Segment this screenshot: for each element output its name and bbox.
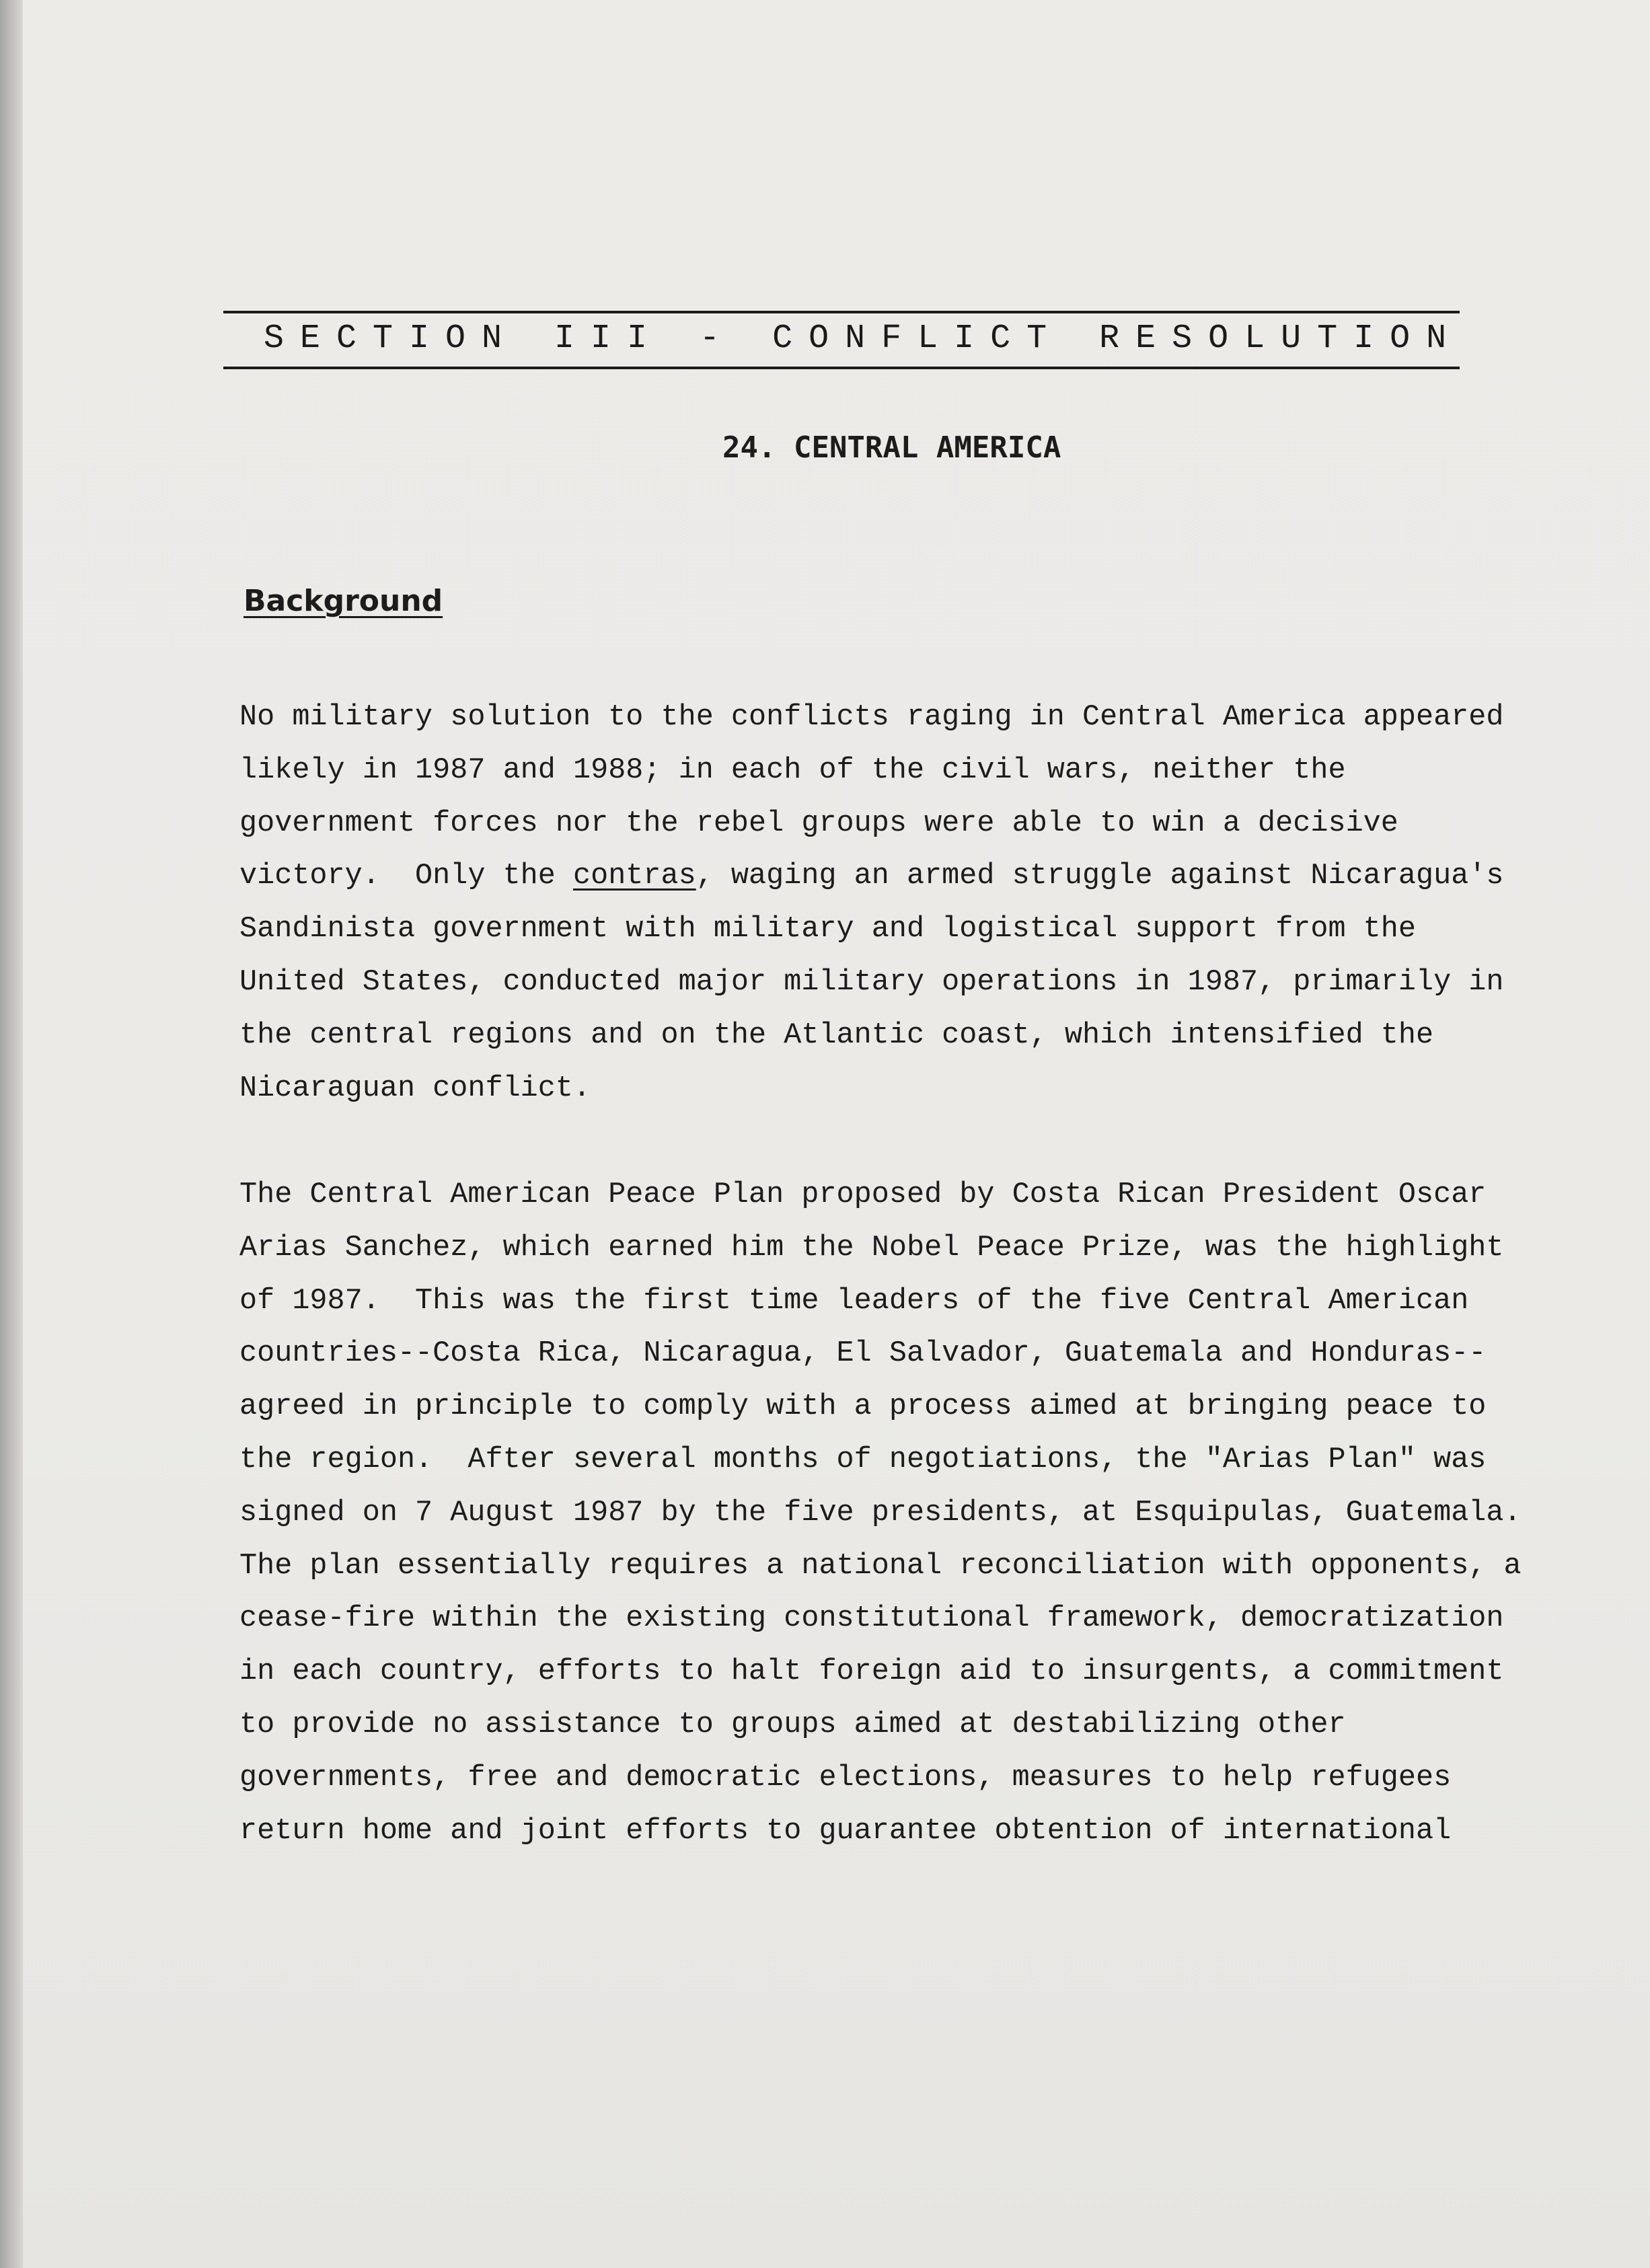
paragraph-line: government forces nor the rebel groups were able to win a decisive: [239, 806, 1398, 840]
paragraph-line: United States, conducted major military operations in 1987, primarily in: [239, 965, 1504, 999]
paragraph-line: in each country, efforts to halt foreign aid to insurgents, a commitment: [239, 1655, 1504, 1689]
paragraph-line: return home and joint efforts to guarantee obtention of international: [239, 1814, 1452, 1848]
background-heading: Background: [243, 584, 443, 618]
line-segment: , waging an armed struggle against Nicaragua's: [696, 860, 1504, 893]
paragraph-line: Sandinista government with military and logistical support from the: [239, 913, 1416, 946]
contras-term: contras: [572, 860, 696, 893]
line-segment: victory. Only the: [239, 860, 573, 893]
paragraph-line: cease-fire within the existing constitutional framework, democratization: [239, 1602, 1504, 1636]
paragraph-line: the central regions and on the Atlantic coast, which intensified the: [239, 1018, 1434, 1052]
page-binding-shadow: [0, 0, 23, 2268]
paragraph-line: likely in 1987 and 1988; in each of the civil wars, neither the: [239, 753, 1346, 787]
section-rule-bottom: [223, 367, 1460, 369]
paragraph-line: agreed in principle to comply with a process aimed at bringing peace to: [239, 1390, 1487, 1424]
paragraph-line: the region. After several months of negotiations, the "Arias Plan" was: [239, 1443, 1487, 1476]
paragraph-conflicts: [239, 691, 1531, 1115]
paragraph-line: to provide no assistance to groups aimed at destabilizing other: [239, 1708, 1346, 1741]
paragraph-line: signed on 7 August 1987 by the five presidents, at Esquipulas, Guatemala.: [239, 1496, 1522, 1529]
paragraph-line: The plan essentially requires a national reconciliation with opponents, a: [239, 1549, 1522, 1583]
paragraph-line: of 1987. This was the first time leaders of the five Central American: [239, 1284, 1469, 1318]
document-page: [23, 0, 1650, 2268]
paragraph-line: countries--Costa Rica, Nicaragua, El Salvador, Guatemala and Honduras--: [239, 1337, 1487, 1371]
chapter-title: 24. CENTRAL AMERICA: [722, 430, 1061, 465]
paragraph-line: Arias Sanchez, which earned him the Nobel Peace Prize, was the highlight: [239, 1231, 1504, 1264]
paragraph-line: [239, 850, 1531, 903]
section-heading: SECTION III - CONFLICT RESOLUTION: [264, 319, 1463, 358]
paragraph-line: governments, free and democratic elections, measures to help refugees: [239, 1761, 1452, 1794]
section-rule-top: [223, 311, 1460, 313]
paragraph-line: Nicaraguan conflict.: [239, 1071, 591, 1105]
paragraph-line: The Central American Peace Plan proposed by Costa Rican President Oscar: [239, 1178, 1487, 1211]
paragraph-peace-plan: [239, 1169, 1531, 1858]
paragraph-line: No military solution to the conflicts raging in Central America appeared: [239, 701, 1504, 734]
